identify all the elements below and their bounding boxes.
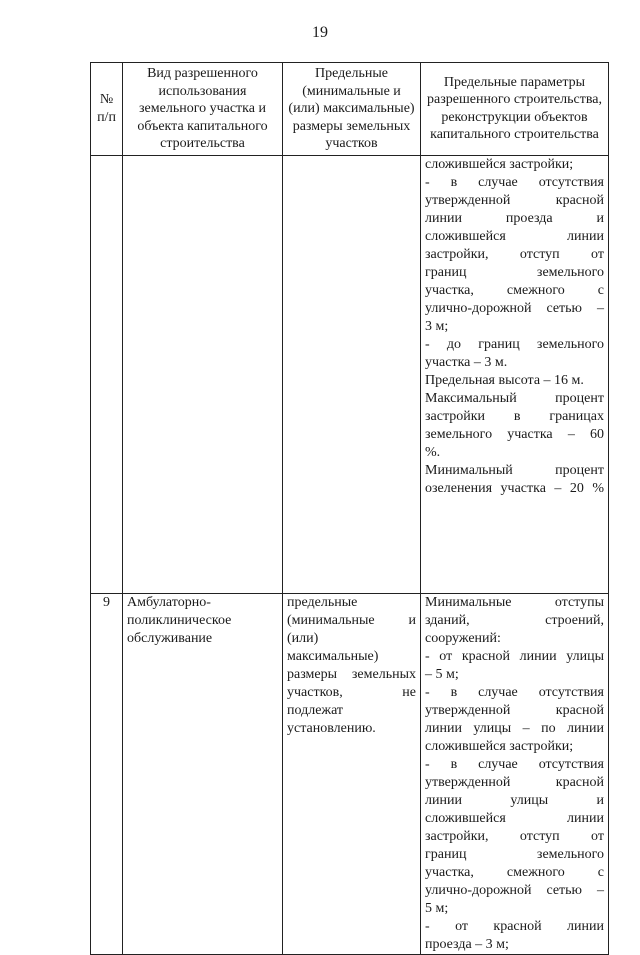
text-line: участка, смежного с bbox=[425, 864, 604, 880]
text-line: Минимальный процент bbox=[425, 462, 604, 478]
table-row-9 bbox=[91, 593, 609, 954]
header-num: № п/п bbox=[91, 63, 123, 156]
text-line: утвержденной красной bbox=[425, 702, 604, 718]
text-line: - в случае отсутствия bbox=[425, 174, 604, 190]
text-line: Минимальные отступы bbox=[425, 594, 604, 610]
text-line: поликлиническое bbox=[127, 612, 232, 628]
text-line: границ земельного bbox=[425, 846, 604, 862]
text-line: участков, не bbox=[287, 684, 416, 700]
text-line: границ земельного bbox=[425, 264, 604, 280]
text-line: 3 м; bbox=[425, 318, 449, 334]
text-line: подлежат bbox=[287, 702, 344, 718]
text-line: сложившейся застройки; bbox=[425, 156, 574, 172]
text-line: участка, смежного с bbox=[425, 282, 604, 298]
header-kind: Вид разрешенного использования земельного участка и объекта капитального строительства bbox=[123, 63, 283, 156]
text-line: участка – 3 м. bbox=[425, 354, 508, 370]
text-line: застройки в границах bbox=[425, 408, 604, 424]
text-line: 5 м; bbox=[425, 900, 449, 916]
page-number: 19 bbox=[312, 24, 328, 41]
table-header-row bbox=[91, 63, 609, 156]
text-line: предельные bbox=[287, 594, 358, 610]
text-line: - в случае отсутствия bbox=[425, 756, 604, 772]
text-line: установлению. bbox=[287, 720, 376, 736]
cell-num-9: 9 bbox=[91, 593, 123, 954]
cell-params-9 bbox=[421, 593, 609, 954]
text-line: зданий, строений, bbox=[425, 612, 604, 628]
text-line: - от красной линии улицы bbox=[425, 648, 604, 664]
text-line: размеры земельных bbox=[287, 666, 416, 682]
text-line: линии улицы и bbox=[425, 792, 604, 808]
text-line: - в случае отсутствия bbox=[425, 684, 604, 700]
text-line: линии проезда и bbox=[425, 210, 604, 226]
text-line: максимальные) bbox=[287, 648, 379, 664]
text-line: земельного участка – 60 bbox=[425, 426, 604, 442]
regulations-table bbox=[90, 62, 609, 955]
text-line: %. bbox=[425, 444, 441, 460]
cell-kind-continuation bbox=[123, 155, 283, 593]
text-line: обслуживание bbox=[127, 630, 213, 646]
cell-size-continuation bbox=[283, 155, 421, 593]
text-line: линии улицы – по линии bbox=[425, 720, 604, 736]
text-line: сложившейся линии bbox=[425, 228, 604, 244]
cell-size-9 bbox=[283, 593, 421, 954]
text-line: Предельная высота – 16 м. bbox=[425, 372, 584, 388]
header-params: Предельные параметры разрешенного строительства, реконструкции объектов капитального строительства bbox=[421, 63, 609, 156]
text-line: (минимальные и bbox=[287, 612, 416, 628]
text-line: застройки, отступ от bbox=[425, 246, 604, 262]
text-line: - до границ земельного bbox=[425, 336, 604, 352]
text-line: утвержденной красной bbox=[425, 774, 604, 790]
cell-kind-9 bbox=[123, 593, 283, 954]
text-line: сложившейся застройки; bbox=[425, 738, 574, 754]
text-line: (или) bbox=[287, 630, 319, 646]
text-line: Амбулаторно- bbox=[127, 594, 211, 610]
text-line: утвержденной красной bbox=[425, 192, 604, 208]
text-line: проезда – 3 м; bbox=[425, 936, 509, 952]
cell-params-continuation bbox=[421, 155, 609, 593]
table-row-continuation bbox=[91, 155, 609, 593]
text-line: – 5 м; bbox=[425, 666, 459, 682]
text-line: сложившейся линии bbox=[425, 810, 604, 826]
text-line: улично-дорожной сетью – bbox=[425, 300, 604, 316]
text-line: озеленения участка – 20 % bbox=[425, 480, 604, 496]
text-line: улично-дорожной сетью – bbox=[425, 882, 604, 898]
header-size: Предельные (минимальные и (или) максимальные) размеры земельных участков bbox=[283, 63, 421, 156]
text-line: Максимальный процент bbox=[425, 390, 604, 406]
text-line: застройки, отступ от bbox=[425, 828, 604, 844]
cell-num-continuation bbox=[91, 155, 123, 593]
text-line: - от красной линии bbox=[425, 918, 604, 934]
text-line: сооружений: bbox=[425, 630, 501, 646]
